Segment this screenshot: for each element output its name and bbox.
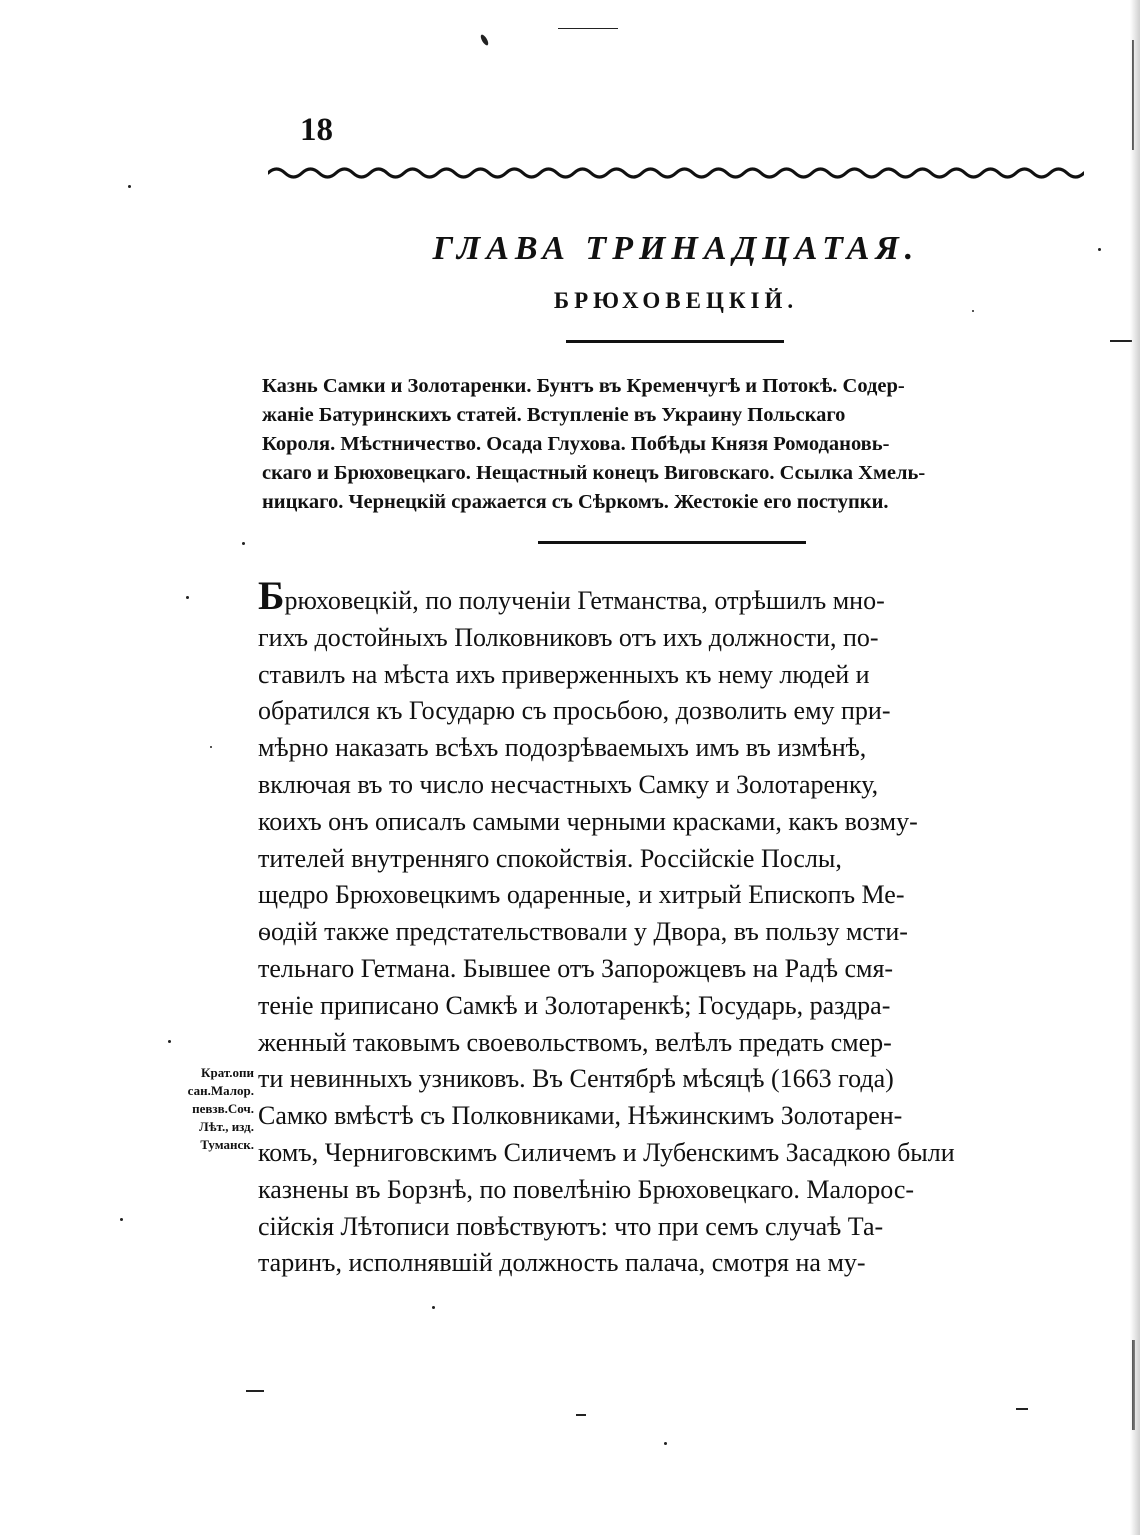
body-line: таринъ, исполнявшій должность палача, смотря на му- (258, 1248, 866, 1278)
body-text (258, 573, 1086, 1282)
body-line: ставилъ на мѣста ихъ приверженныхъ къ нему людей и (258, 659, 870, 689)
page-edge-shadow (1130, 0, 1140, 1535)
body-line: гихъ достойныхъ Полковниковъ отъ ихъ должности, по- (258, 622, 879, 652)
scan-speck (168, 1040, 171, 1043)
body-line: мѣрно наказать всѣхъ подозрѣваемыхъ имъ въ измѣнѣ, (258, 733, 867, 763)
wavy-header-rule (268, 160, 1084, 186)
chapter-summary (262, 372, 1086, 517)
scan-speck (576, 1414, 586, 1416)
margin-note-line: сан.Малор. (187, 1083, 254, 1098)
body-line: теніе приписано Самкѣ и Золотаренкѣ; Государь, раздра- (258, 990, 891, 1020)
body-line: сійскія Лѣтописи повѣствуютъ: что при семъ случаѣ Та- (258, 1211, 884, 1241)
page-number: 18 (300, 112, 333, 148)
scan-speck (558, 28, 618, 29)
body-line: женный таковымъ своевольствомъ, велѣлъ предать смер- (258, 1027, 892, 1057)
summary-line: жаніе Батуринскихъ статей. Вступленіе въ Украину Польскаго (262, 404, 846, 426)
scan-speck (246, 1390, 264, 1392)
body-line: ѳодій также предстательствовали у Двора, въ пользу мсти- (258, 917, 908, 947)
margin-note-line: Лѣт., изд. (199, 1119, 254, 1134)
scan-speck (972, 310, 974, 312)
body-line: казнены въ Борзнѣ, по повелѣнію Брюховецкаго. Малорос- (258, 1174, 915, 1204)
scan-speck (120, 1218, 123, 1221)
body-line: обратился къ Государю съ просьбою, дозволить ему при- (258, 696, 891, 726)
scan-speck (479, 34, 489, 47)
scan-speck (210, 746, 212, 748)
scan-speck (1110, 340, 1132, 342)
body-line (258, 573, 1086, 620)
scan-speck (1098, 248, 1101, 251)
body-line: щедро Брюховецкимъ одаренные, и хитрый Епископъ Ме- (258, 880, 905, 910)
margin-note-line: Туманск. (200, 1137, 254, 1152)
body-line: тителей внутренняго спокойствія. Россійскіе Послы, (258, 843, 842, 873)
scan-speck (432, 1306, 435, 1309)
summary-line: Короля. Мѣстничество. Осада Глухова. Побѣды Князя Ромодановь- (262, 433, 890, 455)
body-line: Самко вмѣстѣ съ Полковниками, Нѣжинскимъ Золотарен- (258, 1101, 903, 1131)
body-line: тельнаго Гетмана. Бывшее отъ Запорожцевъ на Радѣ смя- (258, 953, 894, 983)
scan-speck (664, 1442, 667, 1445)
chapter-subtitle: БРЮХОВЕЦКІЙ. (553, 288, 799, 313)
summary-line: ницкаго. Чернецкій сражается съ Сѣркомъ. Жестокіе его поступки. (262, 491, 889, 513)
drop-cap: Б (258, 573, 285, 618)
margin-note (144, 1064, 254, 1154)
scan-speck (186, 596, 189, 599)
chapter-title: ГЛАВА ТРИНАДЦАТАЯ. (432, 230, 920, 267)
summary-line: скаго и Брюховецкаго. Нещастный конецъ Виговскаго. Ссылка Хмель- (262, 462, 926, 484)
scan-speck (128, 185, 131, 188)
margin-note-line: певзв.Соч. (192, 1101, 254, 1116)
margin-note-line: Крат.опи (201, 1065, 254, 1080)
body-first-line: рюховецкій, по полученіи Гетманства, отрѣшилъ мно- (284, 586, 885, 615)
summary-divider (538, 541, 806, 544)
body-line: коихъ онъ описалъ самыми черными красками, какъ возму- (258, 806, 918, 836)
body-line: ти невинныхъ узниковъ. Въ Сентябрѣ мѣсяцѣ (1663 года) (258, 1064, 894, 1094)
body-line: комъ, Черниговскимъ Силичемъ и Лубенскимъ Засадкою были (258, 1137, 955, 1167)
title-divider (566, 340, 784, 343)
scan-speck (242, 542, 245, 545)
body-line: включая въ то число несчастныхъ Самку и Золотаренку, (258, 769, 879, 799)
summary-line: Казнь Самки и Золотаренки. Бунтъ въ Кременчугѣ и Потокѣ. Содер- (262, 375, 905, 397)
scan-speck (1016, 1408, 1028, 1410)
